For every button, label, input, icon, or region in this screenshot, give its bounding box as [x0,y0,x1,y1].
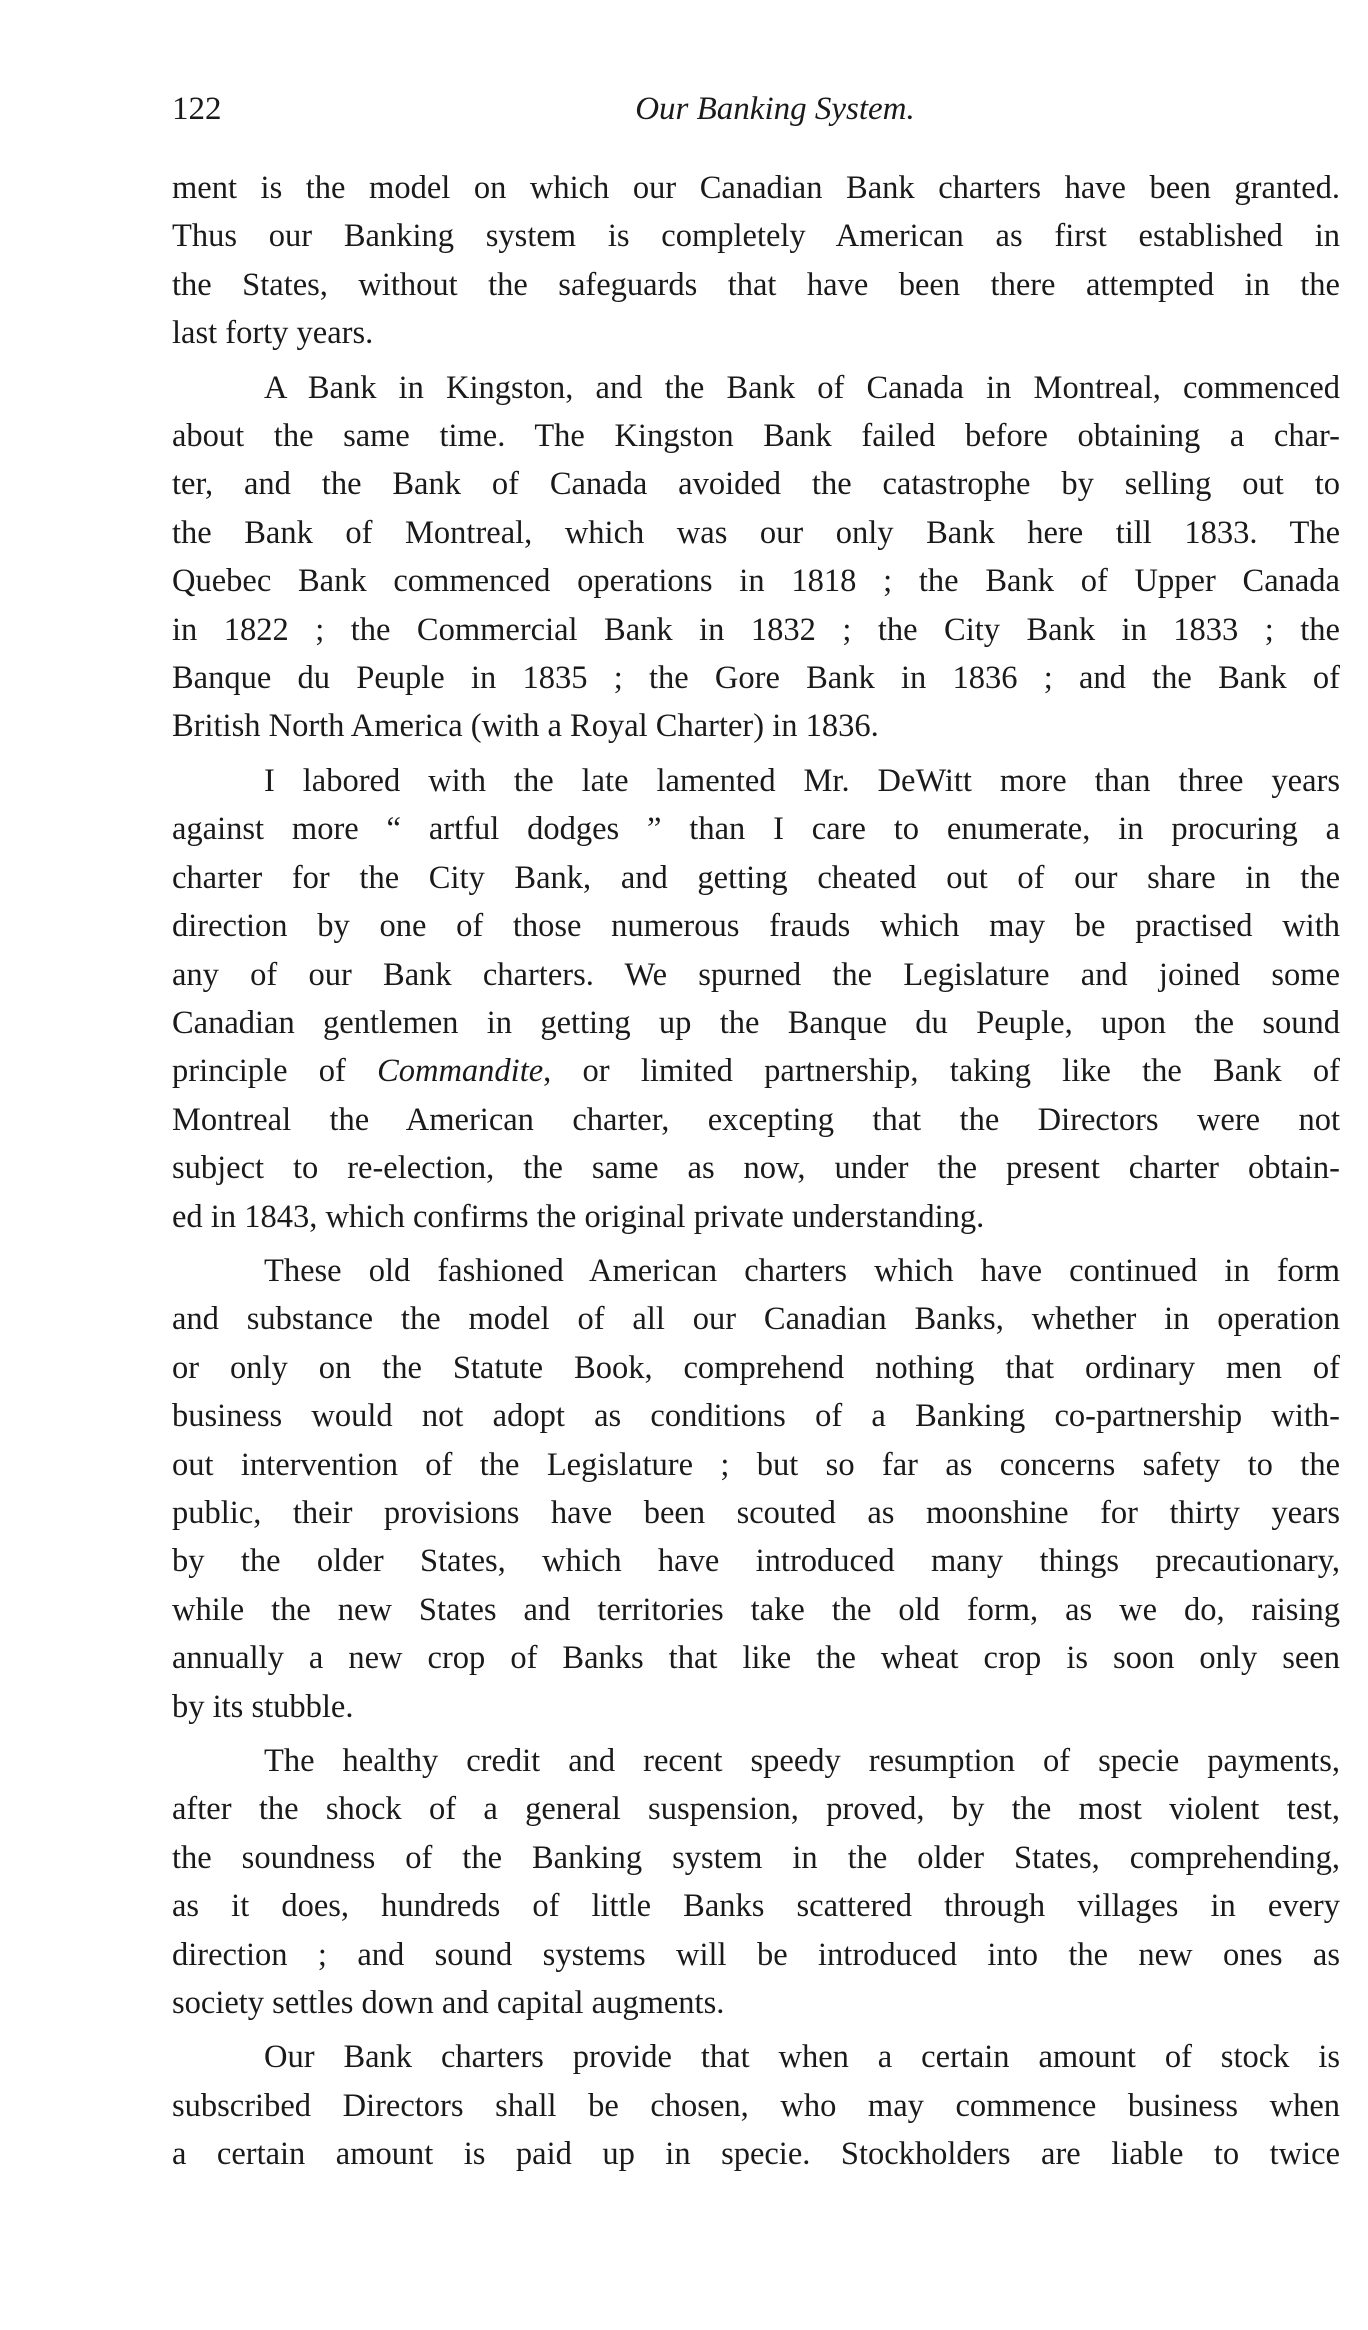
text-line: by its stubble. [172,1688,354,1725]
running-title: Our Banking System. [635,91,915,127]
text-line: the Bank of Montreal, which was our only Bank here till 1833. The [172,514,1340,551]
text-line: direction by one of those numerous frauds which may be practised with [172,908,1340,945]
text-line: Montreal the American charter, excepting that the Directors were not [172,1101,1340,1138]
text-line: about the same time. The Kingston Bank failed before obtaining a char- [172,418,1340,455]
text-line: by the older States, which have introduced many things precautionary, [172,1543,1340,1580]
text-line: Canadian gentlemen in getting up the Banque du Peuple, upon the sound [172,1004,1340,1041]
text-line: annually a new crop of Banks that like the wheat crop is soon only seen [172,1640,1340,1677]
text-line: or only on the Statute Book, comprehend nothing that ordinary men of [172,1349,1340,1386]
text-line: the States, without the safeguards that have been there attempted in the [172,266,1340,303]
text-line: Our Bank charters provide that when a certain amount of stock is [264,2039,1340,2076]
text-line: British North America (with a Royal Charter) in 1836. [172,708,879,745]
text-line: while the new States and territories take the old form, as we do, raising [172,1591,1340,1628]
text-line: last forty years. [172,315,374,352]
text-line: Thus our Banking system is completely American as first established in [172,218,1340,255]
text-line: The healthy credit and recent speedy resumption of specie payments, [264,1743,1340,1779]
text-line: and substance the model of all our Canadian Banks, whether in operation [172,1301,1340,1338]
text-line: society settles down and capital augments. [172,1985,725,2022]
text-line: direction ; and sound systems will be introduced into the new ones as [172,1936,1340,1973]
text-line: A Bank in Kingston, and the Bank of Canada in Montreal, commenced [264,369,1340,406]
text-line: public, their provisions have been scouted as moonshine for thirty years [172,1494,1340,1531]
text-line: Quebec Bank commenced operations in 1818 ; the Bank of Upper Canada [172,563,1340,600]
text-line: subscribed Directors shall be chosen, who may commence business when [172,2087,1340,2124]
text-line: any of our Bank charters. We spurned the Legislature and joined some [172,956,1340,993]
body-text [172,164,1340,2185]
page-number: 122 [172,91,222,127]
text-line: These old fashioned American charters which have continued in form [264,1252,1340,1289]
text-line: ment is the model on which our Canadian Bank charters have been granted. [172,170,1340,206]
text-line: charter for the City Bank, and getting cheated out of our share in the [172,859,1340,896]
text-line-commandite: principle of Commandite, or limited partnership, taking like the Bank of [172,1053,1340,1090]
text-line: a certain amount is paid up in specie. Stockholders are liable to twice [172,2136,1340,2173]
text-line: after the shock of a general suspension, proved, by the most violent test, [172,1791,1340,1828]
paragraph-5 [172,1737,1340,2027]
paragraph-4 [172,1247,1340,1731]
text-line: as it does, hundreds of little Banks scattered through villages in every [172,1888,1340,1925]
running-head [172,84,1338,134]
paragraph-1 [172,164,1340,358]
text-line: I labored with the late lamented Mr. DeWitt more than three years [264,762,1340,799]
text-line: the soundness of the Banking system in the older States, comprehending, [172,1839,1340,1876]
text-line: Banque du Peuple in 1835 ; the Gore Bank in 1836 ; and the Bank of [172,660,1340,697]
text-line: ter, and the Bank of Canada avoided the catastrophe by selling out to [172,466,1340,503]
text-line: ed in 1843, which confirms the original private understanding. [172,1198,985,1235]
text-line: business would not adopt as conditions of a Banking co-partnership with- [172,1398,1340,1435]
paragraph-3 [172,757,1340,1241]
text-line: in 1822 ; the Commercial Bank in 1832 ; the City Bank in 1833 ; the [172,611,1340,648]
paragraph-2 [172,364,1340,751]
text-line: subject to re-election, the same as now, under the present charter obtain- [172,1150,1340,1187]
text-line: out intervention of the Legislature ; but so far as concerns safety to the [172,1446,1340,1483]
italic-term: Commandite [377,1053,544,1090]
paragraph-6 [172,2033,1340,2178]
text-line: against more “ artful dodges ” than I care to enumerate, in procuring a [172,811,1340,848]
